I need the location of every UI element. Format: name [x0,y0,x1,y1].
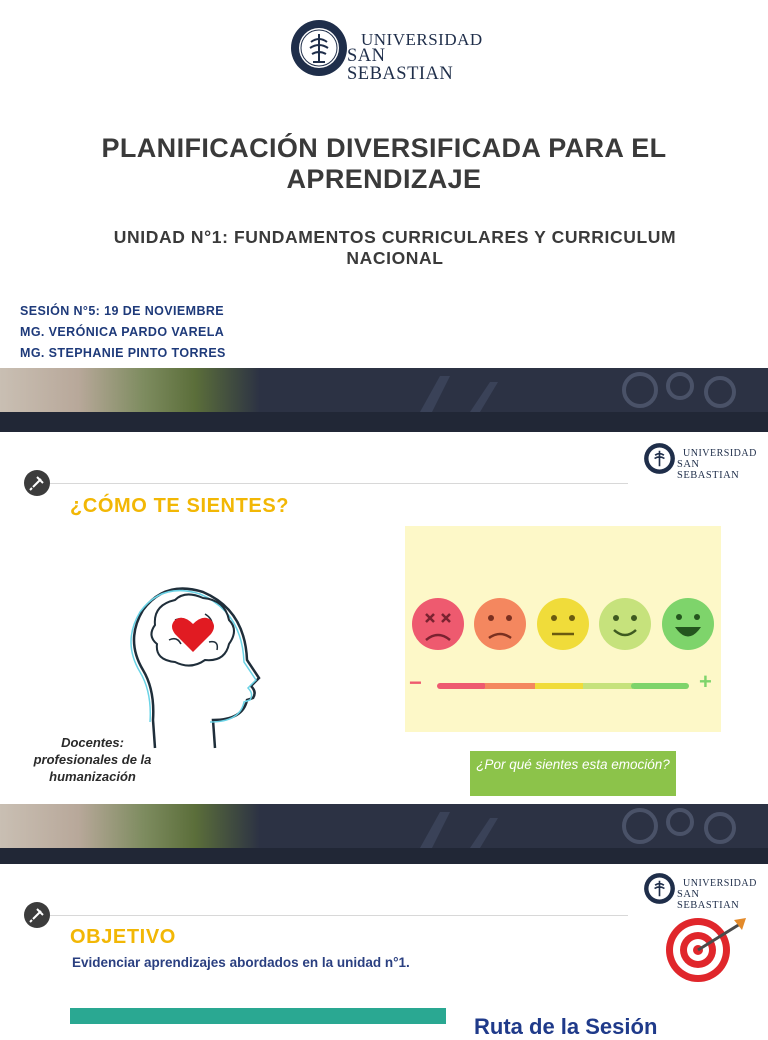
session-route-bar [70,1008,446,1024]
logo-line-1: UNIVERSIDAD [361,30,483,49]
session-date: SESIÓN N°5: 19 DE NOVIEMBRE [20,304,225,318]
teacher-1: MG. VERÓNICA PARDO VARELA [20,325,225,339]
pin-icon [24,470,50,496]
decorative-pattern-icon [380,368,768,412]
divider-line [50,915,628,916]
logo-line-1: UNIVERSIDAD [683,448,757,459]
teachers-caption [20,734,165,785]
caption-line-3: humanización [49,769,136,784]
course-title: PLANIFICACIÓN DIVERSIFICADA PARA EL APRENDIZAJE [101,133,667,194]
scale-minus-label: − [409,670,422,695]
divider-line [50,483,628,484]
slide-title [0,0,768,432]
university-logo-small [643,872,763,911]
logo-line-2: SAN SEBASTIAN [677,889,740,911]
university-seal-icon [643,872,676,905]
university-seal-icon [289,18,349,78]
logo-line-2: SAN SEBASTIAN [677,459,740,481]
footer-band [0,804,768,868]
neutral-face-icon [537,598,589,650]
university-seal-icon [643,442,676,475]
footer-band [0,368,768,432]
head-with-heart-icon [125,570,265,750]
sad-face-icon [474,598,526,650]
caption-line-2: profesionales de la [33,752,152,767]
happy-face-icon [599,598,651,650]
route-title: Ruta de la Sesión [474,1014,658,1039]
laptop-photo [0,804,260,848]
decorative-pattern-icon [380,804,768,848]
very-sad-face-icon [412,598,464,650]
university-logo-small [643,442,763,481]
slide-objective [0,864,768,1039]
mood-gradient-bar [437,683,689,689]
logo-line-1: UNIVERSIDAD [683,878,757,889]
objective-heading: OBJETIVO [70,926,176,948]
caption-line-1: Docentes: [61,735,124,750]
slide-feelings [0,432,768,864]
scale-plus-label: + [699,669,712,694]
university-logo [289,18,489,84]
logo-line-2: SAN SEBASTIAN [347,46,454,84]
feelings-heading: ¿CÓMO TE SIENTES? [70,495,290,517]
mood-scale-panel [405,526,721,732]
laptop-photo [0,368,260,412]
footer-band-bottom [0,412,768,432]
teacher-2: MG. STEPHANIE PINTO TORRES [20,346,226,360]
unit-title: UNIDAD N°1: FUNDAMENTOS CURRICULARES Y CURRICULUM NACIONAL [113,227,677,268]
pin-icon [24,902,50,928]
objective-text: Evidenciar aprendizajes abordados en la unidad n°1. [72,955,410,970]
why-question-box: ¿Por qué sientes esta emoción? [470,751,676,796]
very-happy-face-icon [662,598,714,650]
mood-faces [405,526,721,732]
target-icon [662,914,748,984]
